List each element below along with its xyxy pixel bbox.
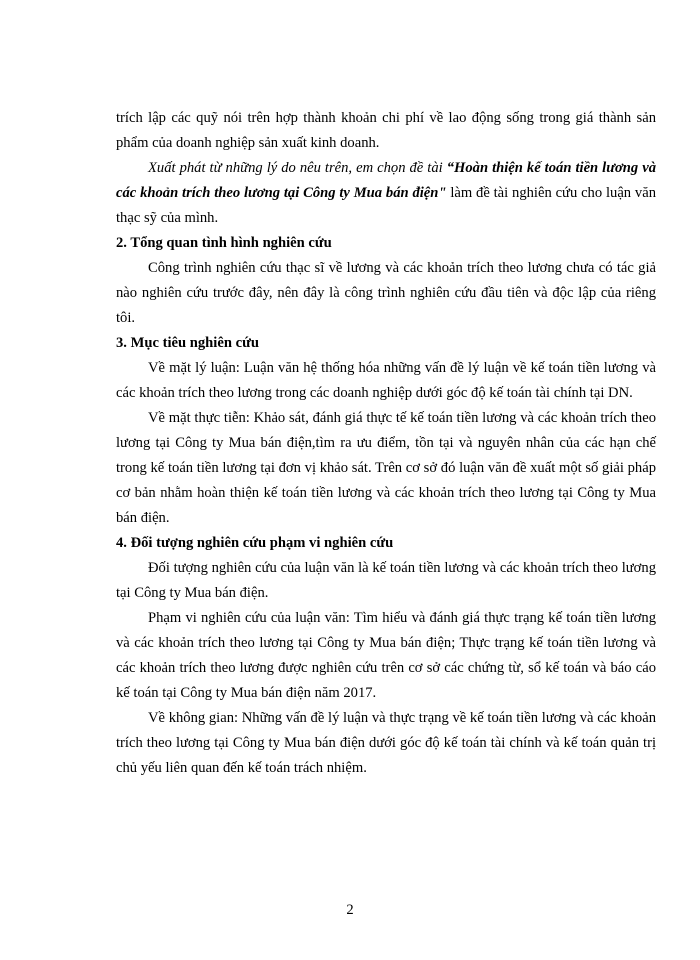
paragraph-continued: trích lập các quỹ nói trên hợp thành khoản chi phí về lao động sống trong giá thành sản phẩm của doanh nghiệp sản xuất kinh doanh. (116, 110, 656, 151)
document-body (116, 106, 656, 781)
topic-lead-text: Xuất phát từ những lý do nêu trên, em chọn đề tài (148, 160, 447, 176)
paragraph-research-overview: Công trình nghiên cứu thạc sĩ về lương và các khoản trích theo lương chưa có tác giả nào nghiên cứu trước đây, nên đây là công trình nghiên cứu đầu tiên và độc lập của riêng tôi. (116, 260, 656, 326)
paragraph-theoretical-objective: Về mặt lý luận: Luận văn hệ thống hóa những vấn đề lý luận về kế toán tiền lương và các khoản trích theo lương trong các doanh nghiệp dưới góc độ kế toán tài chính tại DN. (116, 360, 656, 401)
heading-research-overview: 2. Tổng quan tình hình nghiên cứu (116, 235, 332, 251)
paragraph-research-object: Đối tượng nghiên cứu của luận văn là kế toán tiền lương và các khoản trích theo lương tại Công ty Mua bán điện. (116, 560, 656, 601)
topic-tail-text: làm đề tài nghiên cứu cho luận văn thạc sỹ của mình. (116, 185, 656, 226)
heading-research-objectives: 3. Mục tiêu nghiên cứu (116, 335, 259, 351)
paragraph-topic-choice (116, 156, 656, 231)
thesis-title: “Hoàn thiện kế toán tiền lương và các khoản trích theo lương tại Công ty Mua bán điện" (116, 160, 656, 201)
paragraph-spatial-scope: Về không gian: Những vấn đề lý luận và thực trạng về kế toán tiền lương và các khoản trích theo lương tại Công ty Mua bán điện dưới góc độ kế toán tài chính và kế toán quản trị chủ yếu liên quan đến kế toán trách nhiệm. (116, 710, 656, 776)
page-number: 2 (346, 902, 354, 918)
paragraph-research-scope: Phạm vi nghiên cứu của luận văn: Tìm hiểu và đánh giá thực trạng kế toán tiền lương và các khoản trích theo lương tại Công ty Mua bán điện; Thực trạng kế toán tiền lương và các khoản trích theo lương được nghiên cứu trên cơ sở các chứng từ, sổ kế toán và báo cáo kế toán tại Công ty Mua bán điện năm 2017. (116, 610, 656, 701)
paragraph-practical-objective: Về mặt thực tiễn: Khảo sát, đánh giá thực tế kế toán tiền lương và các khoản trích theo lương tại Công ty Mua bán điện,tìm ra ưu điểm, tồn tại và nguyên nhân của các hạn chế trong kế toán tiền lương tại đơn vị khảo sát. Trên cơ sở đó luận văn đề xuất một số giải pháp cơ bản nhằm hoàn thiện kế toán tiền lương và các khoản trích theo lương tại Công ty Mua bán điện. (116, 410, 656, 526)
heading-research-object-scope: 4. Đối tượng nghiên cứu phạm vi nghiên cứu (116, 535, 394, 551)
